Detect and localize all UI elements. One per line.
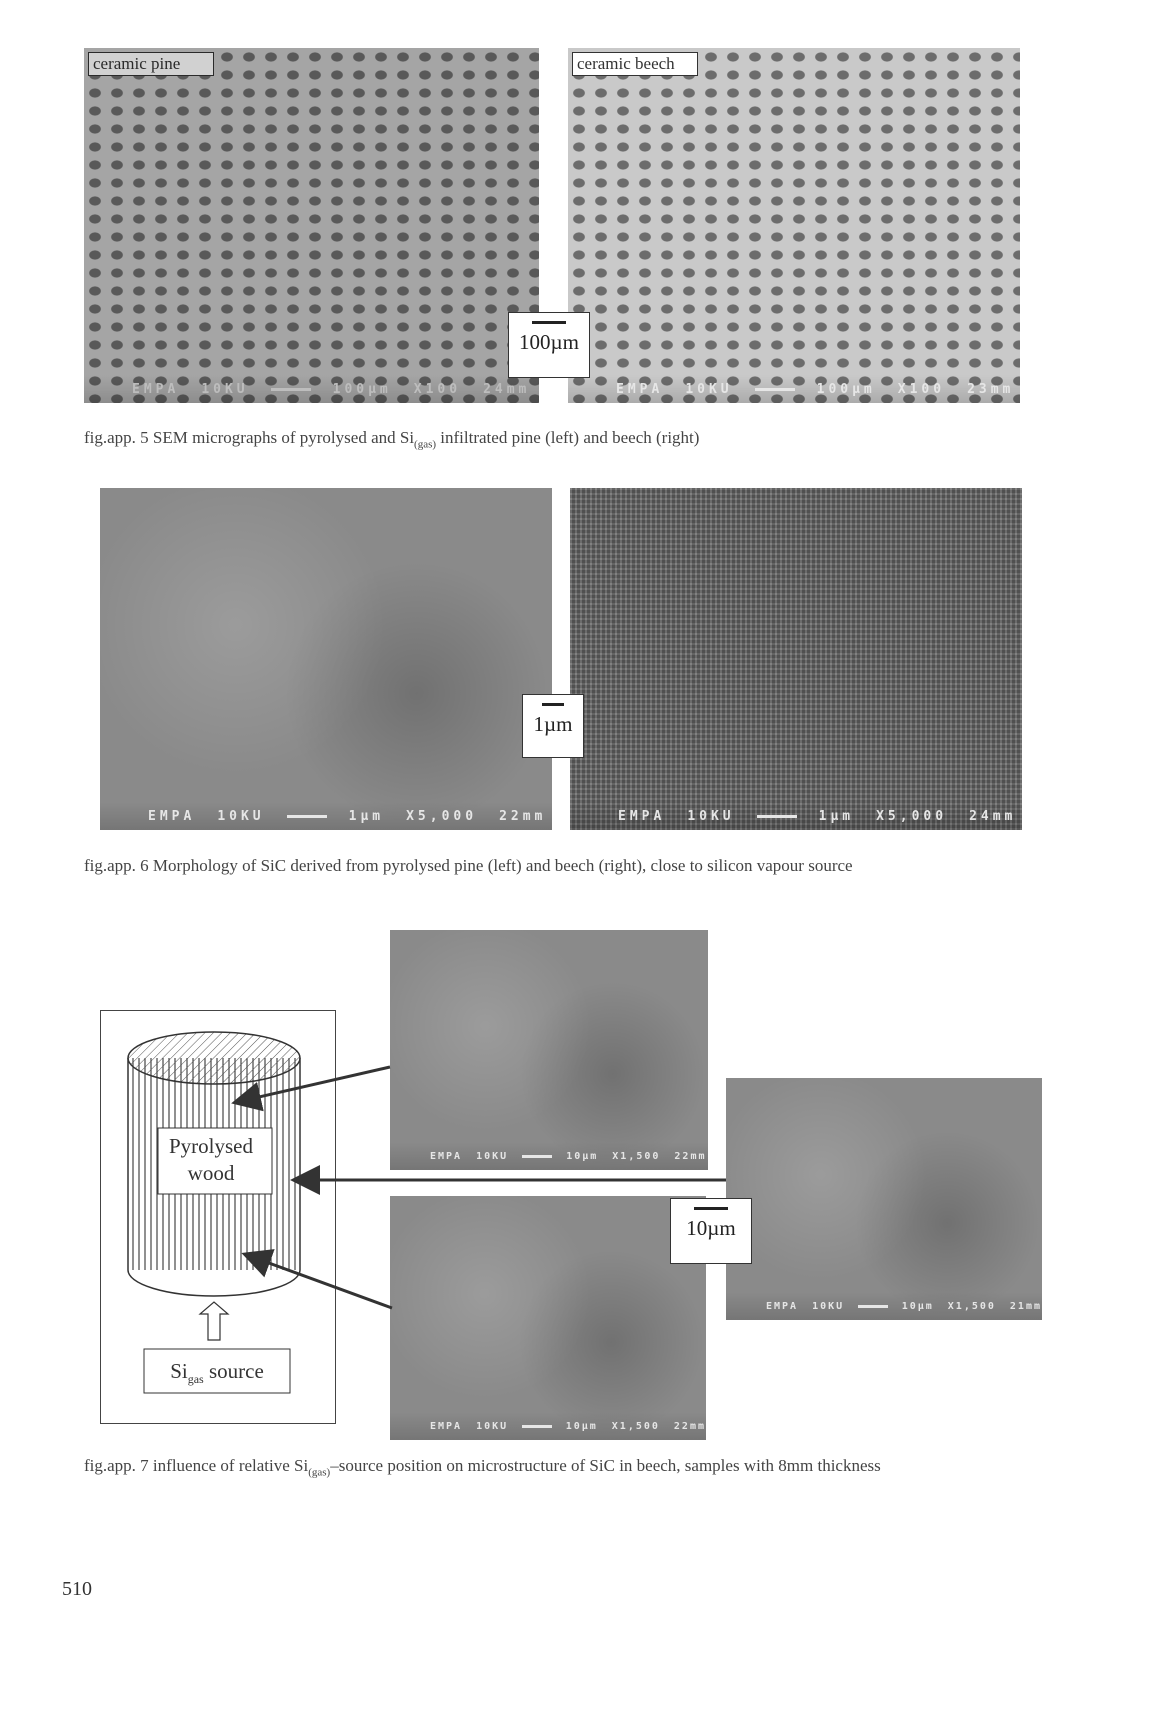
caption-fig5: fig.app. 5 SEM micrographs of pyrolysed and $Si_{(gas)}$ infiltrated pine (left) and beech (right) bbox=[84, 428, 700, 451]
label-ceramic-pine: ceramic pine bbox=[88, 52, 214, 76]
sem-footer-beech: EMPA 10KU 100µm X100 23mm bbox=[568, 375, 1020, 403]
sem-footer-pine: EMPA 10KU 100µm X100 24mm bbox=[84, 375, 539, 403]
scale-box-1um: 1µm bbox=[522, 694, 584, 758]
sem-footer-pine-sic: EMPA 10KU 1µm X5,000 22mm bbox=[100, 802, 552, 830]
si-gas-source-label: $Si_{gas}$ source bbox=[170, 1359, 264, 1387]
scale-box-100um: 100µm bbox=[508, 312, 590, 378]
arrow-top bbox=[237, 1067, 390, 1102]
sem-footer-top: EMPA 10KU 10µm X1,500 22mm bbox=[390, 1142, 708, 1170]
arrow-bottom bbox=[247, 1255, 392, 1308]
sem-footer-right: EMPA 10KU 10µm X1,500 21mm bbox=[726, 1292, 1042, 1320]
sem-footer-bottom: EMPA 10KU 10µm X1,500 22mm bbox=[390, 1412, 706, 1440]
cylinder-label: Pyrolysed wood bbox=[169, 1134, 253, 1185]
page-number: 510 bbox=[62, 1578, 92, 1600]
caption-fig6: fig.app. 6 Morphology of SiC derived from pyrolysed pine (left) and beech (right), close to silicon vapour source bbox=[84, 856, 853, 875]
label-ceramic-beech: ceramic beech bbox=[572, 52, 698, 76]
scale-box-10um: 10µm bbox=[670, 1198, 752, 1264]
sem-footer-beech-sic: EMPA 10KU 1µm X5,000 24mm bbox=[570, 802, 1022, 830]
caption-fig7: fig.app. 7 influence of relative $Si_{(gas)}$–source position on microstructure of SiC in beech, samples with 8mm thickness bbox=[84, 1456, 881, 1479]
